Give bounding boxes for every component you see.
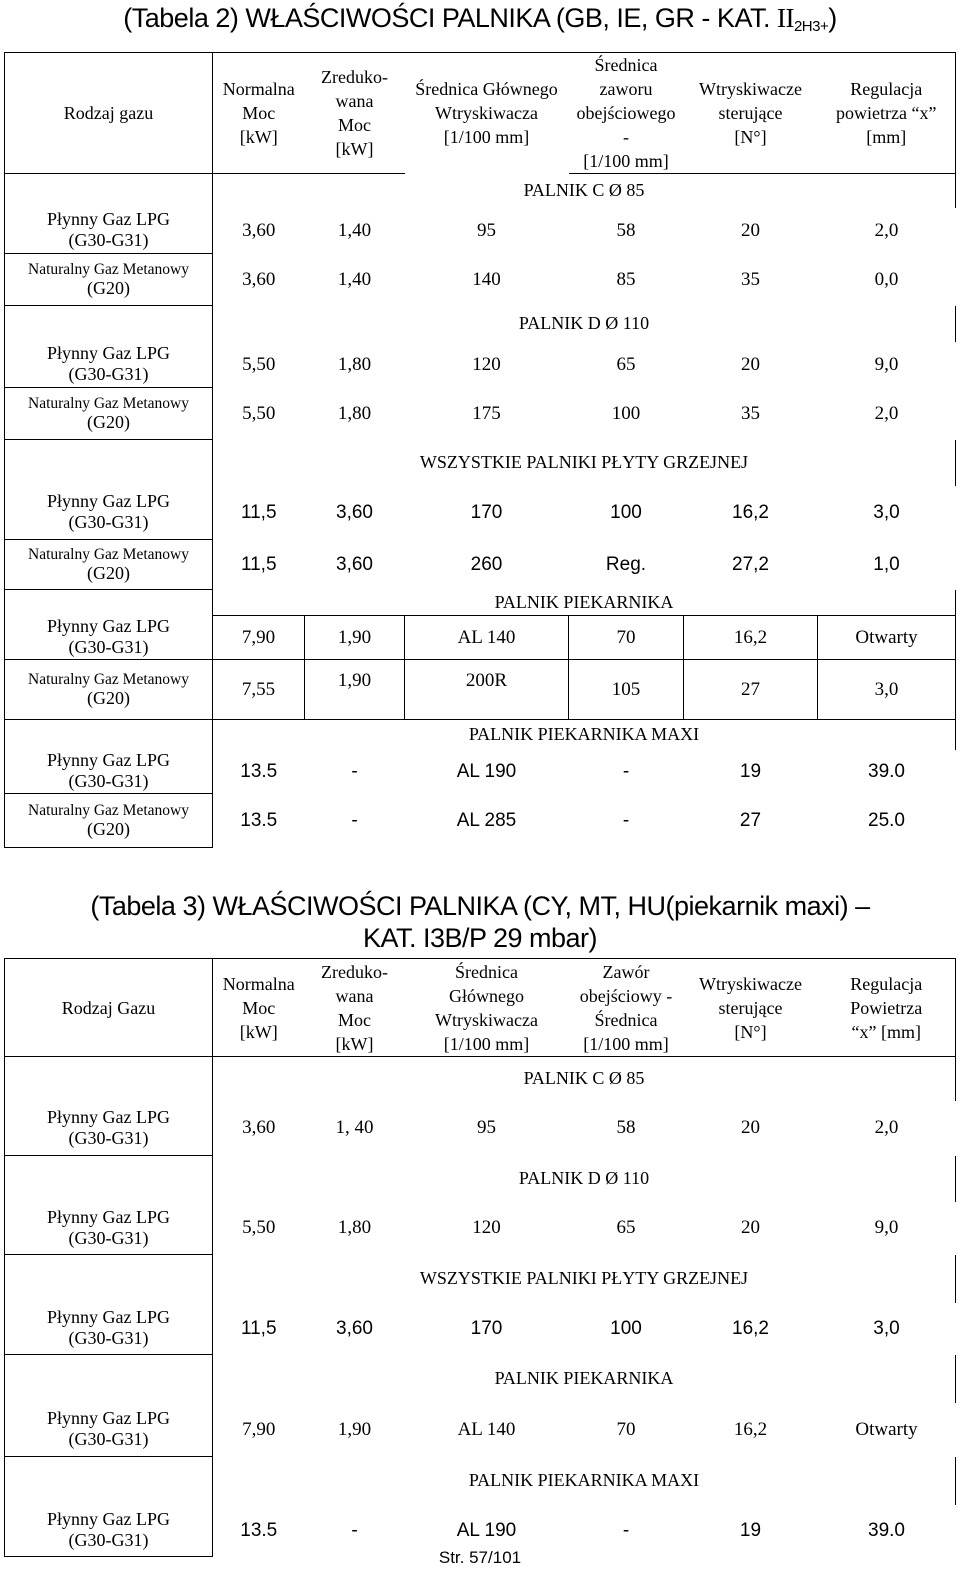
section-title: PALNIK D Ø 110	[213, 306, 956, 342]
header-reduced-power: Zreduko- wana Moc [kW]	[305, 959, 405, 1057]
table-row: Naturalny Gaz Metanowy (G20) 11,5 3,60 260 Reg. 27,2 1,0	[5, 540, 956, 590]
header-gas-type: Rodzaj Gazu	[5, 959, 213, 1057]
header-pilot-injectors: Wtryskiwacze sterujące [N°]	[684, 53, 818, 174]
table-row: Płynny Gaz LPG (G30-G31) 13.5 - AL 190 - 19 39.0	[5, 1505, 956, 1557]
table-row: Płynny Gaz LPG (G30-G31) 3,60 1,40 95 58 20 2,0	[5, 208, 956, 254]
section-title: PALNIK C Ø 85	[213, 174, 956, 208]
table-row: Płynny Gaz LPG (G30-G31) 5,50 1,80 120 65 20 9,0	[5, 342, 956, 388]
page-number: Str. 57/101	[438, 1548, 522, 1567]
header-bypass: Zawór obejściowy - Średnica [1/100 mm]	[569, 959, 684, 1057]
table-row: Płynny Gaz LPG (G30-G31) 5,50 1,80 120 65 20 9,0	[5, 1202, 956, 1255]
table-row: Płynny Gaz LPG (G30-G31) 7,90 1,90 AL 140 70 16,2 Otwarty	[5, 1403, 956, 1457]
header-bypass: Średnica zaworu obejściowego - [1/100 mm]	[569, 53, 684, 174]
table-row: Płynny Gaz LPG (G30-G31) 13.5 - AL 190 - 19 39.0	[5, 750, 956, 794]
section-title: WSZYSTKIE PALNIKI PŁYTY GRZEJNEJ	[213, 1255, 956, 1303]
header-normal-power: Normalna Moc [kW]	[213, 959, 305, 1057]
table-row: Płynny Gaz LPG (G30-G31) 7,90 1,90 AL 140 70 16,2 Otwarty	[5, 616, 956, 660]
section-title: PALNIK C Ø 85	[213, 1057, 956, 1101]
table-row: Płynny Gaz LPG (G30-G31) 3,60 1, 40 95 58 20 2,0	[5, 1101, 956, 1156]
section-title: PALNIK PIEKARNIKA	[213, 1355, 956, 1403]
section-title: WSZYSTKIE PALNIKI PŁYTY GRZEJNEJ	[213, 440, 956, 486]
header-reduced-power: Zreduko- wana Moc [kW]	[305, 53, 405, 174]
table-row: Naturalny Gaz Metanowy (G20) 13.5 - AL 285 - 27 25.0	[5, 794, 956, 848]
table-row: Naturalny Gaz Metanowy (G20) 7,55 1,90 200R 105 27 3,0	[5, 660, 956, 720]
header-main-injector: Średnica Głównego Wtryskiwacza [1/100 mm]	[405, 959, 569, 1057]
table-row: Płynny Gaz LPG (G30-G31) 11,5 3,60 170 100 16,2 3,0	[5, 1303, 956, 1355]
section-title: PALNIK PIEKARNIKA MAXI	[213, 720, 956, 750]
header-air-regulation: Regulacja Powietrza “x” [mm]	[818, 959, 956, 1057]
header-gas-type: Rodzaj gazu	[5, 53, 213, 174]
table2	[4, 52, 956, 848]
header-air-regulation: Regulacja powietrza “x” [mm]	[818, 53, 956, 174]
section-title: PALNIK D Ø 110	[213, 1156, 956, 1202]
table-row: Naturalny Gaz Metanowy (G20) 3,60 1,40 140 85 35 0,0	[5, 254, 956, 306]
header-main-injector: Średnica Głównego Wtryskiwacza [1/100 mm]	[405, 53, 569, 174]
table3	[4, 958, 956, 1557]
table-row: Naturalny Gaz Metanowy (G20) 5,50 1,80 175 100 35 2,0	[5, 388, 956, 440]
table-row: Płynny Gaz LPG (G30-G31) 11,5 3,60 170 100 16,2 3,0	[5, 486, 956, 540]
section-title: PALNIK PIEKARNIKA	[213, 590, 956, 616]
table3-title: (Tabela 3) WŁAŚCIWOŚCI PALNIKA (CY, MT, HU(piekarnik maxi) – KAT. I3B/P 29 mbar)	[90, 891, 870, 953]
section-title: PALNIK PIEKARNIKA MAXI	[213, 1457, 956, 1505]
header-pilot-injectors: Wtryskiwacze sterujące [N°]	[684, 959, 818, 1057]
header-normal-power: Normalna Moc [kW]	[213, 53, 305, 174]
table2-title: (Tabela 2) WŁAŚCIWOŚCI PALNIKA (GB, IE, GR - KAT. $II_{2H3+}$)	[123, 3, 837, 35]
